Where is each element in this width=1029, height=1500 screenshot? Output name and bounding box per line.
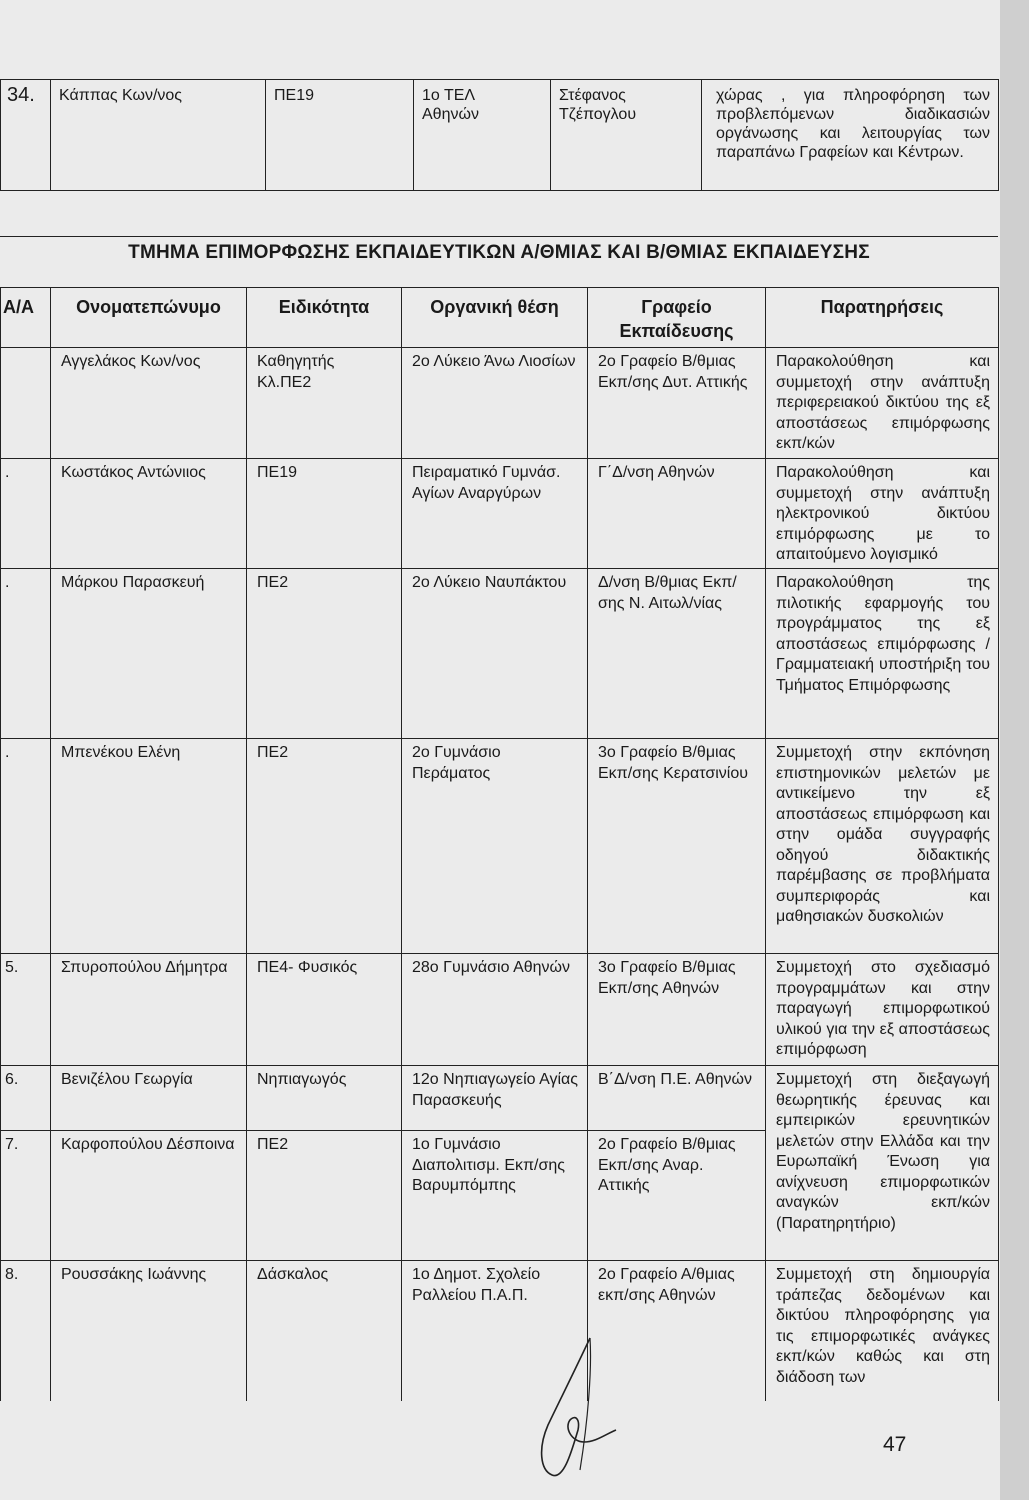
page-edge xyxy=(1000,0,1029,1500)
row-position: 2ο Γυμνάσιο Περάματος xyxy=(402,739,588,954)
row-school xyxy=(414,80,551,191)
staff-table xyxy=(0,287,999,1401)
table-header-row xyxy=(1,288,999,348)
header-notes: Παρατηρήσεις xyxy=(766,288,999,348)
row-position: 12ο Νηπιαγωγείο Αγίας Παρασκευής xyxy=(402,1066,588,1131)
header-num: Α/Α xyxy=(1,288,51,348)
row-notes: Συμμετοχή στην εκπόνηση επιστημονικών μελετών με αντικείμενο την εξ αποστάσεως επιμόρφωση και στην ομάδα συγγραφής οδηγού διδακτικής παρέμβασης σε προβλήματα συμπεριφοράς και μαθησιακών δυσκολιών xyxy=(766,739,999,954)
handwritten-signature xyxy=(520,1330,650,1480)
row-specialty: ΠΕ2 xyxy=(247,739,402,954)
header-position: Οργανική θέση xyxy=(402,288,588,348)
header-office: Γραφείο Εκπαίδευσης xyxy=(588,288,766,348)
table-row xyxy=(1,80,999,191)
row-office: Β΄Δ/νση Π.Ε. Αθηνών xyxy=(588,1066,766,1131)
row-notes: Παρακολούθηση και συμμετοχή στην ανάπτυξη περιφερειακού δικτύου της εξ αποστάσεως επιμόρφωσης εκπ/κών xyxy=(766,348,999,459)
row-notes: Συμμετοχή στη διεξαγωγή θεωρητικής έρευνας και εμπειρικών ερευνητικών μελετών στην Ελλάδα και την Ευρωπαϊκή Ένωση για ανίχνευση επιμορφωτικών αναγκών εκπ/κών (Παρατηρητήριο) xyxy=(766,1066,999,1261)
row-position: 2ο Λύκειο Ναυπάκτου xyxy=(402,569,588,739)
row-office: Γ΄Δ/νση Αθηνών xyxy=(588,459,766,569)
row-number: 6. xyxy=(1,1066,51,1131)
header-name: Ονοματεπώνυμο xyxy=(51,288,247,348)
row-number: . xyxy=(1,739,51,954)
row-notes: χώρας , για πληροφόρηση των προβλεπόμενων διαδικασιών οργάνωσης και λειτουργίας των παραπάνω Γραφείων και Κέντρων. xyxy=(702,80,999,191)
row-office: 2ο Γραφείο Α/θμιας εκπ/σης Αθηνών xyxy=(588,1261,766,1401)
row-notes: Συμμετοχή στο σχεδιασμό προγραμμάτων και στην παραγωγή επιμορφωτικού υλικού για την εξ αποστάσεως επιμόρφωση xyxy=(766,954,999,1066)
row-number xyxy=(1,348,51,459)
row-number: 8. xyxy=(1,1261,51,1401)
previous-table-row xyxy=(0,79,999,191)
row-name: Κάππας Κων/νος xyxy=(51,80,266,191)
row-specialty: ΠΕ19 xyxy=(266,80,414,191)
row-position: Πειραματικό Γυμνάσ. Αγίων Αναργύρων xyxy=(402,459,588,569)
row-name: Αγγελάκος Κων/νος xyxy=(51,348,247,459)
row-school-line1: 1ο ΤΕΛ xyxy=(422,87,476,104)
row-name: Βενιζέλου Γεωργία xyxy=(51,1066,247,1131)
row-number: 34. xyxy=(1,80,51,191)
row-specialty: Δάσκαλος xyxy=(247,1261,402,1401)
row-position: 1ο Δημοτ. Σχολείο Ραλλείου Π.Α.Π. xyxy=(402,1261,588,1401)
row-specialty: ΠΕ2 xyxy=(247,569,402,739)
table-row xyxy=(1,348,999,459)
row-notes: Παρακολούθηση της πιλοτικής εφαρμογής του προγράμματος της εξ αποστάσεως επιμόρφωσης /Γραμματειακή υποστήριξη του Τμήματος Επιμόρφωσης xyxy=(766,569,999,739)
row-office: 2ο Γραφείο Β/θμιας Εκπ/σης Αναρ. Αττικής xyxy=(588,1131,766,1261)
row-specialty: Καθηγητής Κλ.ΠΕ2 xyxy=(247,348,402,459)
table-row xyxy=(1,459,999,569)
row-position: 1ο Γυμνάσιο Διαπολιτισμ. Εκπ/σης Βαρυμπόμπης xyxy=(402,1131,588,1261)
row-office: Στέφανος Τζέπογλου xyxy=(551,80,702,191)
row-number: . xyxy=(1,459,51,569)
row-specialty: ΠΕ2 xyxy=(247,1131,402,1261)
row-office: 3ο Γραφείο Β/θμιας Εκπ/σης Κερατσινίου xyxy=(588,739,766,954)
row-specialty: ΠΕ4- Φυσικός xyxy=(247,954,402,1066)
row-name: Μάρκου Παρασκευή xyxy=(51,569,247,739)
row-number: 5. xyxy=(1,954,51,1066)
page-number: 47 xyxy=(883,1433,907,1456)
row-number: . xyxy=(1,569,51,739)
row-notes: Συμμετοχή στη δημιουργία τράπεζας δεδομένων και δικτύου πληροφόρησης για τις επιμορφωτικές ανάγκες εκπ/κών καθώς και στη διάδοση των xyxy=(766,1261,999,1401)
row-name: Κωστάκος Αντώνιιος xyxy=(51,459,247,569)
row-name: Καρφοπούλου Δέσποινα xyxy=(51,1131,247,1261)
row-specialty: ΠΕ19 xyxy=(247,459,402,569)
row-office: 2ο Γραφείο Β/θμιας Εκπ/σης Δυτ. Αττικής xyxy=(588,348,766,459)
table-row xyxy=(1,1261,999,1401)
row-name: Μπενέκου Ελένη xyxy=(51,739,247,954)
table-row xyxy=(1,569,999,739)
row-office: 3ο Γραφείο Β/θμιας Εκπ/σης Αθηνών xyxy=(588,954,766,1066)
row-specialty: Νηπιαγωγός xyxy=(247,1066,402,1131)
row-number: 7. xyxy=(1,1131,51,1261)
table-row xyxy=(1,1066,999,1131)
header-specialty: Ειδικότητα xyxy=(247,288,402,348)
row-notes: Παρακολούθηση και συμμετοχή στην ανάπτυξη ηλεκτρονικού δικτύου επιμόρφωσης με το απαιτούμενο λογισμικό xyxy=(766,459,999,569)
table-row xyxy=(1,739,999,954)
row-position: 28ο Γυμνάσιο Αθηνών xyxy=(402,954,588,1066)
row-position: 2ο Λύκειο Άνω Λιοσίων xyxy=(402,348,588,459)
row-school-line2: Αθηνών xyxy=(422,106,479,123)
table-row xyxy=(1,954,999,1066)
row-office: Δ/νση Β/θμιας Εκπ/σης Ν. Αιτωλ/νίας xyxy=(588,569,766,739)
row-name: Σπυροπούλου Δήμητρα xyxy=(51,954,247,1066)
section-title: ΤΜΗΜΑ ΕΠΙΜΟΡΦΩΣΗΣ ΕΚΠΑΙΔΕΥΤΙΚΩΝ Α/ΘΜΙΑΣ ΚΑΙ Β/ΘΜΙΑΣ ΕΚΠΑΙΔΕΥΣΗΣ xyxy=(0,236,998,264)
row-name: Ρουσσάκης Ιωάννης xyxy=(51,1261,247,1401)
